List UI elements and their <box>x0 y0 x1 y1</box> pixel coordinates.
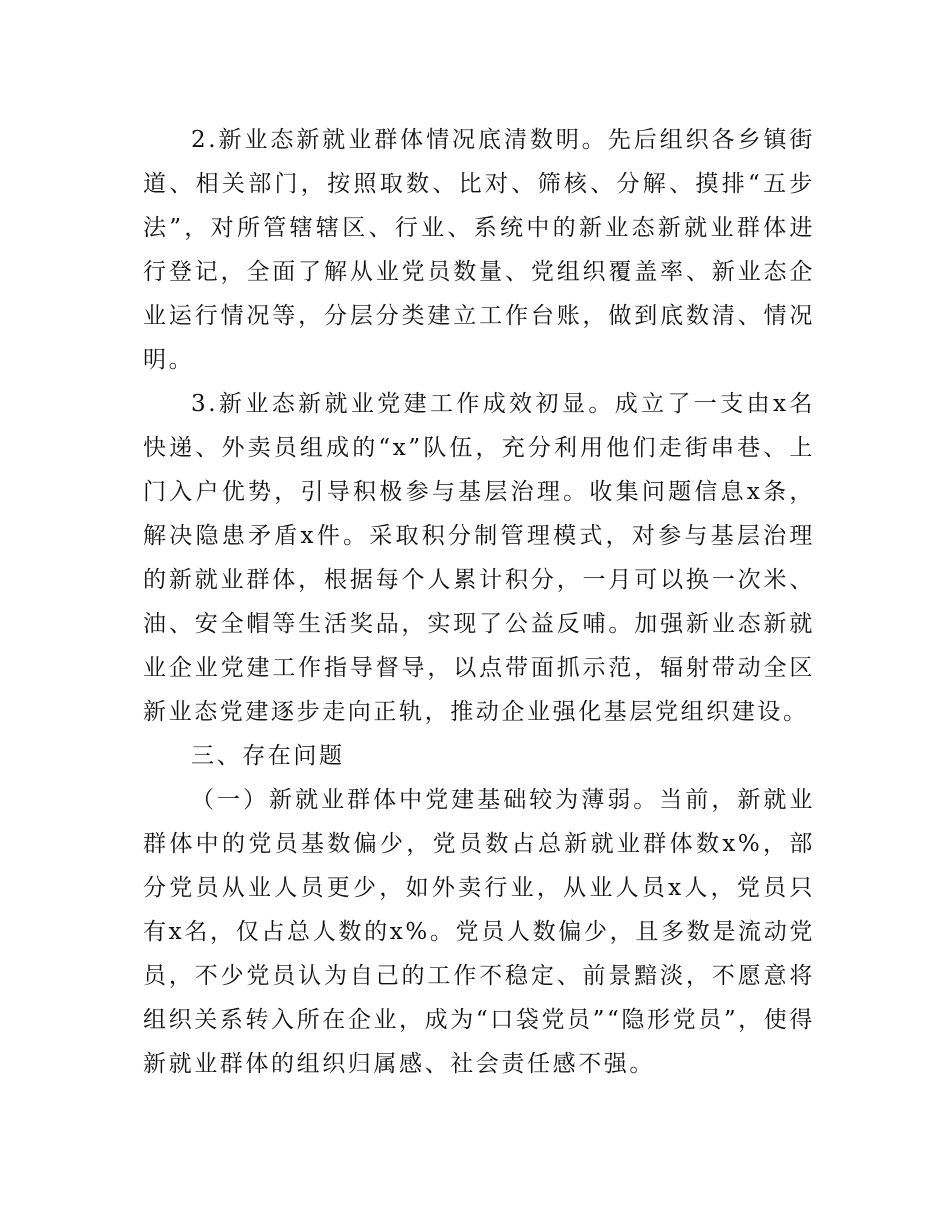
section-heading-existing-problems: 三、存在问题 <box>191 743 345 769</box>
paragraph-survey-status: 2.新业态新就业群体情况底清数明。先后组织各乡镇街道、相关部门，按照取数、比对、筛核、分解、摸排“五步法”，对所管辖辖区、行业、系统中的新业态新就业群体进行登记，全面了解从业党员数量、党组织覆盖率、新业态企业运行情况等，分层分类建立工作台账，做到底数清、情况明。 <box>143 127 815 373</box>
document-body <box>143 118 815 1086</box>
paragraph-party-building-results: 3.新业态新就业党建工作成效初显。成立了一支由x名快递、外卖员组成的“x”队伍，充分利用他们走街串巷、上门入户优势，引导积极参与基层治理。收集问题信息x条，解决隐患矛盾x件。采取积分制管理模式，对参与基层治理的新就业群体，根据每个人累计积分，一月可以换一次米、油、安全帽等生活奖品，实现了公益反哺。加强新业态新就业企业党建工作指导督导，以点带面抓示范，辐射带动全区新业态党建逐步走向正轨，推动企业强化基层党组织建设。 <box>143 391 815 725</box>
paragraph-weak-foundation: （一）新就业群体中党建基础较为薄弱。当前，新就业群体中的党员基数偏少，党员数占总新就业群体数x%，部分党员从业人员更少，如外卖行业，从业人员x人，党员只有x名，仅占总人数的x%。党员人数偏少，且多数是流动党员，不少党员认为自己的工作不稳定、前景黯淡，不愿意将组织关系转入所在企业，成为“口袋党员”“隐形党员”，使得新就业群体的组织归属感、社会责任感不强。 <box>143 787 815 1077</box>
